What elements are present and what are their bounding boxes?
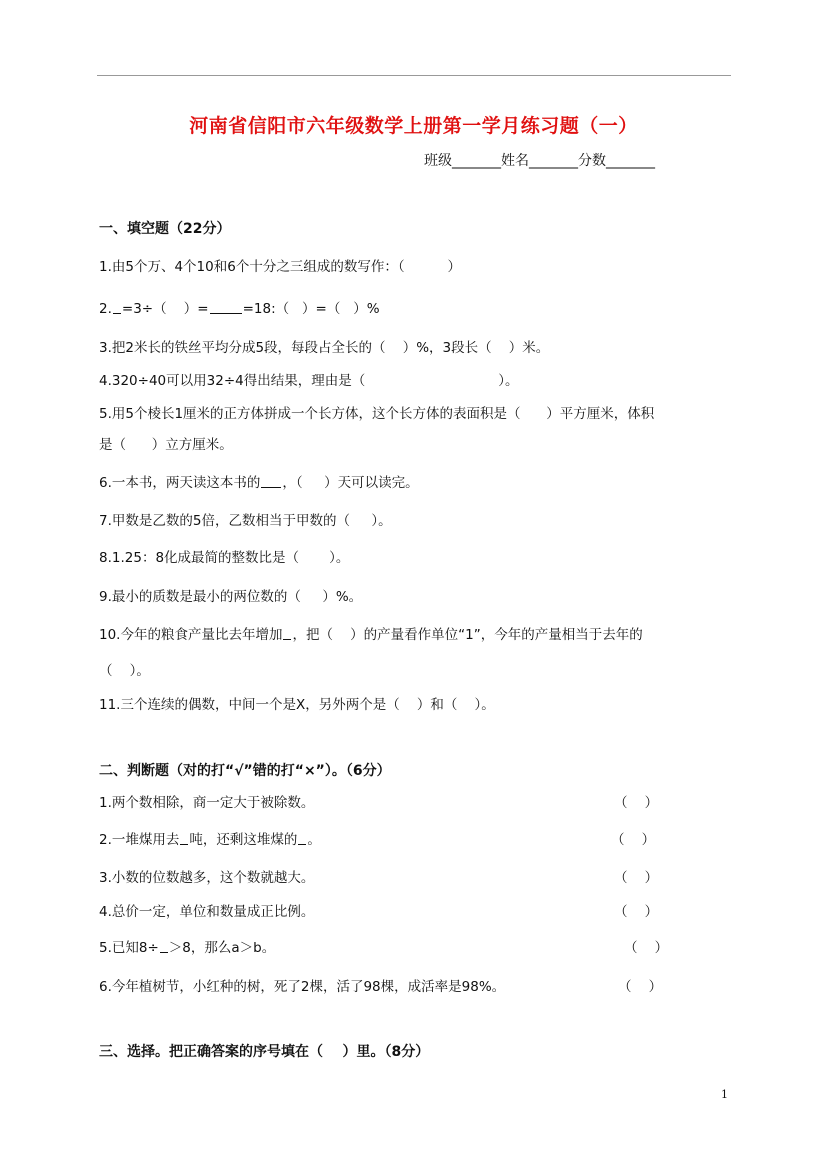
section-2-heading: 二、判断题（对的打“√”错的打“×”）。（6分）: [99, 763, 391, 779]
fraction-mark-wide: [210, 305, 242, 314]
question-2-1: [99, 791, 314, 811]
question-1-7: 7.甲数是乙数的5倍，乙数相当于甲数的（ ）。: [99, 513, 392, 529]
fraction-mark: [261, 479, 281, 488]
item-text: 5.已知8÷: [99, 940, 159, 956]
q2-suffix: =18:（ ）=（ ）%: [242, 301, 380, 317]
item-text-end: 。: [307, 832, 321, 848]
student-info-line: 班级_______姓名_______分数_______: [424, 153, 655, 169]
item-text-mid: 吨，还剩这堆煤的: [189, 832, 298, 848]
question-1-10-line1: [99, 623, 643, 643]
section-1-heading: 一、填空题（22分）: [99, 221, 231, 237]
item-text: 6.今年植树节，小红种的树，死了2棵，活了98棵，成活率是98%。: [99, 979, 506, 995]
answer-blank: （ ）: [618, 979, 663, 995]
answer-blank: （ ）: [614, 904, 659, 920]
q10-prefix: 10.今年的粮食产量比去年增加: [99, 627, 283, 643]
document-title: 河南省信阳市六年级数学上册第一学月练习题（一）: [189, 115, 638, 137]
q2-middle: =3÷（ ）=: [121, 301, 209, 317]
q6-prefix: 6.一本书，两天读这本书的: [99, 475, 261, 491]
question-1-4: 4.320÷40可以用32÷4得出结果，理由是（ ）。: [99, 373, 519, 389]
section-3-heading: 三、选择。把正确答案的序号填在（ ）里。（8分）: [99, 1044, 430, 1060]
page-number: 1: [721, 1088, 728, 1101]
question-2-5: [99, 936, 275, 956]
question-2-2: [99, 828, 321, 848]
question-1-6: [99, 471, 419, 491]
q2-prefix: 2.: [99, 301, 112, 317]
answer-blank: （ ）: [614, 870, 659, 886]
answer-blank: （ ）: [614, 795, 659, 811]
question-1-1: 1.由5个万、4个10和6个十分之三组成的数写作：（ ）: [99, 259, 461, 275]
q10-suffix: ，把（ ）的产量看作单位“1”，今年的产量相当于去年的: [292, 627, 643, 643]
question-1-8: 8.1.25：8化成最简的整数比是（ ）。: [99, 550, 350, 566]
answer-blank: （ ）: [624, 940, 669, 956]
fraction-mark: [283, 631, 291, 640]
question-1-5-line2: 是（ ）立方厘米。: [99, 437, 233, 453]
question-1-3: 3.把2米长的铁丝平均分成5段，每段占全长的（ ）%，3段长（ ）米。: [99, 340, 550, 356]
question-1-10-line2: （ ）。: [99, 663, 150, 679]
question-1-11: 11.三个连续的偶数，中间一个是X，另外两个是（ ）和（ ）。: [99, 697, 495, 713]
item-text: 4.总价一定，单位和数量成正比例。: [99, 904, 315, 920]
item-text: 2.一堆煤用去: [99, 832, 180, 848]
q6-suffix: ，（ ）天可以读完。: [282, 475, 419, 491]
question-2-4: [99, 900, 314, 920]
fraction-mark: [298, 836, 306, 845]
item-text-end: ＞8，那么a＞b。: [168, 940, 276, 956]
question-1-2: [99, 297, 380, 317]
header-rule: [97, 75, 731, 76]
fraction-mark: [160, 944, 168, 953]
fraction-mark: [113, 305, 121, 314]
item-text: 3.小数的位数越多，这个数就越大。: [99, 870, 315, 886]
answer-blank: （ ）: [611, 832, 656, 848]
question-2-6: [99, 975, 505, 995]
item-text: 1.两个数相除，商一定大于被除数。: [99, 795, 315, 811]
question-1-5-line1: 5.用5个棱长1厘米的正方体拼成一个长方体，这个长方体的表面积是（ ）平方厘米，体积: [99, 406, 655, 422]
fraction-mark: [180, 836, 188, 845]
question-1-9: 9.最小的质数是最小的两位数的（ ）%。: [99, 589, 363, 605]
question-2-3: [99, 866, 314, 886]
